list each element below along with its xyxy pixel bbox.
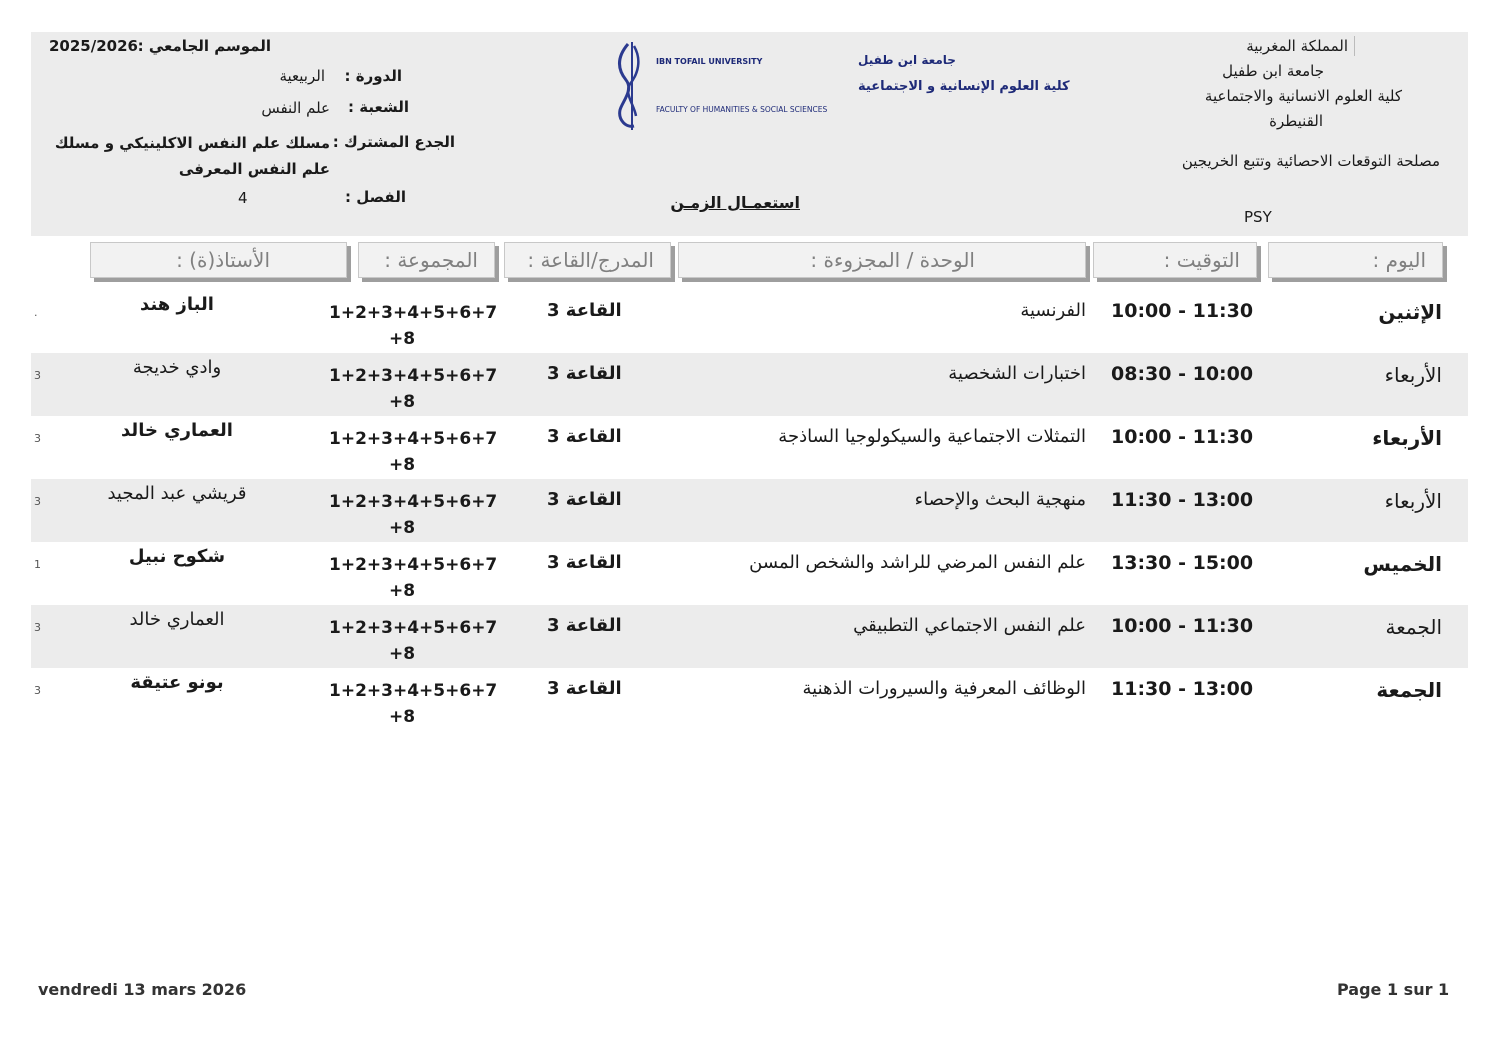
row-module: الوظائف المعرفية والسيرورات الذهنية <box>802 678 1086 699</box>
column-header-room: المدرج/القاعة : <box>504 242 671 278</box>
core-label: الجدع المشترك : <box>332 133 455 151</box>
row-group-line2: +8 <box>389 644 416 664</box>
row-professor: شكوح نبيل <box>128 546 226 567</box>
column-header-module: الوحدة / المجزوءة : <box>678 242 1086 278</box>
row-group-line1: 1+2+3+4+5+6+7 <box>329 303 498 323</box>
row-time: 10:00 - 11:30 <box>1111 615 1254 637</box>
branch-value: علم النفس <box>261 99 330 117</box>
row-group <box>329 426 497 478</box>
row-room: القاعة 3 <box>547 489 622 510</box>
row-group-line2: +8 <box>389 455 416 475</box>
row-group-line1: 1+2+3+4+5+6+7 <box>329 366 498 386</box>
row-group <box>329 489 497 541</box>
table-row <box>31 479 1468 542</box>
core-value-line1: مسلك علم النفس الاكلينيكي و مسلك <box>54 134 330 152</box>
row-module: اختبارات الشخصية <box>948 363 1086 384</box>
row-time: 08:30 - 10:00 <box>1111 363 1254 385</box>
row-group <box>329 678 497 730</box>
table-row <box>31 353 1468 416</box>
university-text: جامعة ابن طفيل <box>1222 62 1324 80</box>
row-day: الجمعة <box>1376 678 1442 702</box>
header-divider <box>1354 36 1355 56</box>
row-edge-mark: 3 <box>34 621 41 634</box>
row-day: الإثنين <box>1378 300 1442 324</box>
season-label: الموسم الجامعي : <box>137 37 271 55</box>
row-module: علم النفس المرضي للراشد والشخص المسن <box>749 552 1086 573</box>
row-room: القاعة 3 <box>547 363 622 384</box>
row-group-line2: +8 <box>389 518 416 538</box>
row-day: الأربعاء <box>1384 363 1442 387</box>
row-professor: وادي خديجة <box>132 357 222 378</box>
table-row <box>31 290 1468 353</box>
row-room: القاعة 3 <box>547 300 622 321</box>
row-room: القاعة 3 <box>547 426 622 447</box>
row-room: القاعة 3 <box>547 615 622 636</box>
row-group <box>329 615 497 667</box>
row-module: علم النفس الاجتماعي التطبيقي <box>853 615 1086 636</box>
program-code: PSY <box>1244 208 1272 226</box>
faculty-text: كلية العلوم الانسانية والاجتماعية <box>1204 87 1402 105</box>
row-day: الأربعاء <box>1372 426 1442 450</box>
row-day: الجمعة <box>1385 615 1442 639</box>
row-edge-mark: 1 <box>34 558 41 571</box>
university-logo <box>612 40 1070 132</box>
row-group-line1: 1+2+3+4+5+6+7 <box>329 492 498 512</box>
branch-label: الشعبة : <box>348 98 409 116</box>
column-header-group: المجموعة : <box>358 242 495 278</box>
logo-ar-2: كلية العلوم الإنسانية و الاجتماعية <box>858 79 1070 94</box>
row-edge-mark: . <box>34 306 38 319</box>
row-group <box>329 552 497 604</box>
table-row <box>31 542 1468 605</box>
row-time: 11:30 - 13:00 <box>1111 678 1254 700</box>
row-group-line2: +8 <box>389 581 416 601</box>
footer-date: vendredi 13 mars 2026 <box>38 980 247 999</box>
logo-en-2: FACULTY OF HUMANITIES & SOCIAL SCIENCES <box>656 105 828 114</box>
row-group-line1: 1+2+3+4+5+6+7 <box>329 681 498 701</box>
row-group-line1: 1+2+3+4+5+6+7 <box>329 618 498 638</box>
row-professor: العماري خالد <box>121 420 233 441</box>
row-module: منهجية البحث والإحصاء <box>914 489 1086 510</box>
row-edge-mark: 3 <box>34 684 41 697</box>
logo-emblem-icon <box>612 40 1070 132</box>
page-title: استعمـال الزمـن <box>670 193 800 212</box>
table-row <box>31 605 1468 668</box>
semester-label: الفصل : <box>345 188 406 206</box>
row-professor: العماري خالد <box>129 609 225 630</box>
row-room: القاعة 3 <box>547 678 622 699</box>
logo-ar-1: جامعة ابن طفيل <box>858 53 956 67</box>
kingdom-text: المملكة المغربية <box>1246 37 1348 55</box>
row-group <box>329 300 497 352</box>
row-module: التمثلات الاجتماعية والسيكولوجيا الساذجة <box>778 426 1086 447</box>
logo-en-1: IBN TOFAIL UNIVERSITY <box>656 57 763 66</box>
column-header-day: اليوم : <box>1268 242 1443 278</box>
column-header-professor: الأستاذ(ة) : <box>90 242 347 278</box>
row-group-line2: +8 <box>389 707 416 727</box>
row-edge-mark: 3 <box>34 369 41 382</box>
session-value: الربيعية <box>279 67 325 85</box>
row-professor: الباز هند <box>140 294 214 315</box>
column-header-time: التوقيت : <box>1093 242 1257 278</box>
row-day: الأربعاء <box>1384 489 1442 513</box>
table-row <box>31 416 1468 479</box>
season-value: 2025/2026 <box>49 37 138 55</box>
service-text: مصلحة التوقعات الاحصائية وتتبع الخريجين <box>1181 152 1440 170</box>
row-day: الخميس <box>1363 552 1442 576</box>
city-text: القنيطرة <box>1269 112 1323 130</box>
row-group-line2: +8 <box>389 329 416 349</box>
row-time: 13:30 - 15:00 <box>1111 552 1254 574</box>
row-module: الفرنسية <box>1020 300 1086 321</box>
row-room: القاعة 3 <box>547 552 622 573</box>
row-group-line1: 1+2+3+4+5+6+7 <box>329 429 498 449</box>
row-edge-mark: 3 <box>34 495 41 508</box>
footer-page-number: Page 1 sur 1 <box>1337 980 1450 999</box>
row-group-line1: 1+2+3+4+5+6+7 <box>329 555 498 575</box>
row-edge-mark: 3 <box>34 432 41 445</box>
row-professor: بونو عتيقة <box>130 672 224 693</box>
semester-value: 4 <box>238 189 248 207</box>
row-time: 10:00 - 11:30 <box>1111 426 1254 448</box>
row-group <box>329 363 497 415</box>
table-row <box>31 668 1468 731</box>
row-time: 11:30 - 13:00 <box>1111 489 1254 511</box>
row-professor: قريشي عبد المجيد <box>107 483 247 504</box>
session-label: الدورة : <box>344 67 402 85</box>
row-time: 10:00 - 11:30 <box>1111 300 1254 322</box>
row-group-line2: +8 <box>389 392 416 412</box>
core-value-line2: علم النفس المعرفى <box>178 160 330 178</box>
